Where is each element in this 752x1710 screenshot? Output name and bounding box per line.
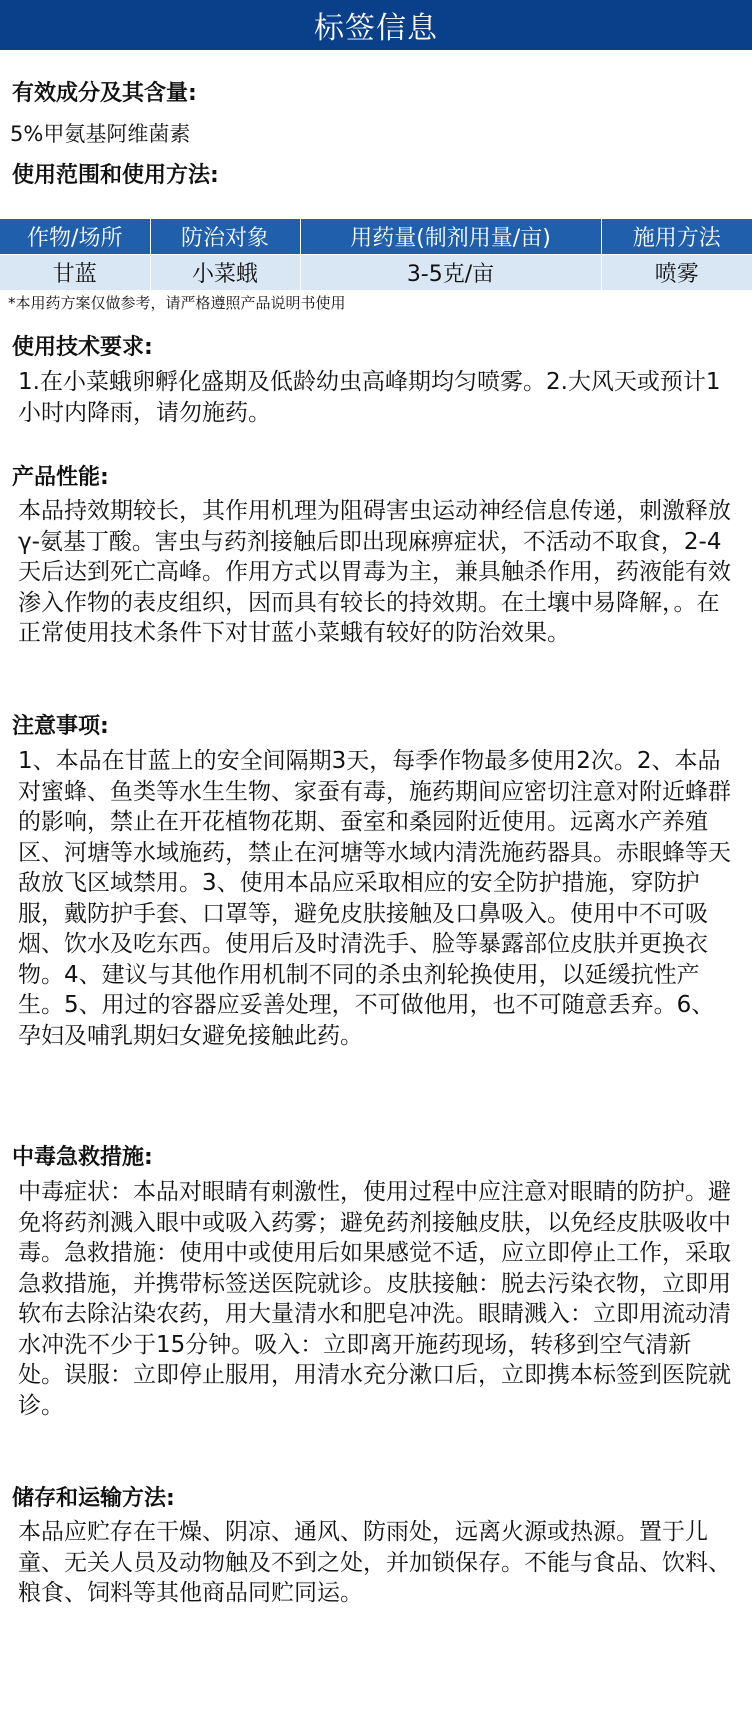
performance-title: 产品性能:	[12, 465, 109, 490]
table-cell: 3-5克/亩	[300, 255, 601, 291]
usage-note: *本用药方案仅做参考，请严格遵照产品说明书使用	[8, 294, 346, 312]
column-header: 用药量(制剂用量/亩)	[300, 219, 601, 255]
cautions-text: 1、本品在甘蓝上的安全间隔期3天，每季作物最多使用2次。2、本品对蜜蜂、鱼类等水生生物、家蚕有毒，施药期间应密切注意对附近蜂群的影响，禁止在开花植物花期、蚕室和桑园附近使用。远离水产养殖区、河塘等水域施药，禁止在河塘等水域内清洗施药器具。赤眼蜂等天敌放飞区域禁用。3、使用本品应采取相应的安全防护措施，穿防护服，戴防护手套、口罩等，避免皮肤接触及口鼻吸入。使用中不可吸烟、饮水及吃东西。使用后及时清洗手、脸等暴露部位皮肤并更换衣物。4、建议与其他作用机制不同的杀虫剂轮换使用，以延缓抗性产生。5、用过的容器应妥善处理，不可做他用，也不可随意丢弃。6、孕妇及哺乳期妇女避免接触此药。	[18, 748, 731, 1049]
column-header: 防治对象	[150, 219, 300, 255]
firstaid-text: 中毒症状：本品对眼睛有刺激性，使用过程中应注意对眼睛的防护。避免将药剂溅入眼中或吸入药雾；避免药剂接触皮肤，以免经皮肤吸收中毒。急救措施：使用中或使用后如果感觉不适，应立即停止工作，采取急救措施，并携带标签送医院就诊。皮肤接触：脱去污染衣物，立即用软布去除沾染农药，用大量清水和肥皂冲洗。眼睛溅入：立即用流动清水冲洗不少于15分钟。吸入：立即离开施药现场，转移到空气清新处。误服：立即停止服用，用清水充分漱口后，立即携本标签到医院就诊。	[18, 1179, 731, 1419]
page-title: 标签信息	[314, 11, 438, 46]
usage-table	[0, 219, 752, 290]
table-cell: 小菜蛾	[150, 255, 300, 291]
performance-text: 本品持效期较长，其作用机理为阻碍害虫运动神经信息传递，刺激释放γ-氨基丁酸。害虫与药剂接触后即出现麻痹症状，不活动不取食，2-4天后达到死亡高峰。作用方式以胃毒为主，兼具触杀作用，药液能有效渗入作物的表皮组织，因而具有较长的持效期。在土壤中易降解，。在正常使用技术条件下对甘蓝小菜蛾有较好的防治效果。	[18, 498, 731, 646]
tech-text: 1.在小菜蛾卵孵化盛期及低龄幼虫高峰期均匀喷雾。2.大风天或预计1小时内降雨，请勿施药。	[18, 369, 721, 426]
table-row	[0, 255, 752, 291]
page-header	[0, 0, 752, 50]
usage-table-header	[0, 219, 752, 255]
tech-title: 使用技术要求:	[12, 335, 153, 360]
table-cell: 甘蓝	[0, 255, 150, 291]
firstaid-title: 中毒急救措施:	[12, 1145, 153, 1170]
storage-title: 储存和运输方法:	[12, 1486, 175, 1511]
column-header: 作物/场所	[0, 219, 150, 255]
storage-text: 本品应贮存在干燥、阴凉、通风、防雨处，远离火源或热源。置于儿童、无关人员及动物触及不到之处，并加锁保存。不能与食品、饮料、粮食、饲料等其他商品同贮同运。	[18, 1519, 731, 1606]
ingredients-title: 有效成分及其含量:	[12, 81, 197, 106]
cautions-title: 注意事项:	[12, 714, 109, 739]
table-cell: 喷雾	[601, 255, 752, 291]
column-header: 施用方法	[601, 219, 752, 255]
ingredients-value: 5%甲氨基阿维菌素	[10, 122, 191, 146]
usage-title: 使用范围和使用方法:	[12, 163, 219, 188]
